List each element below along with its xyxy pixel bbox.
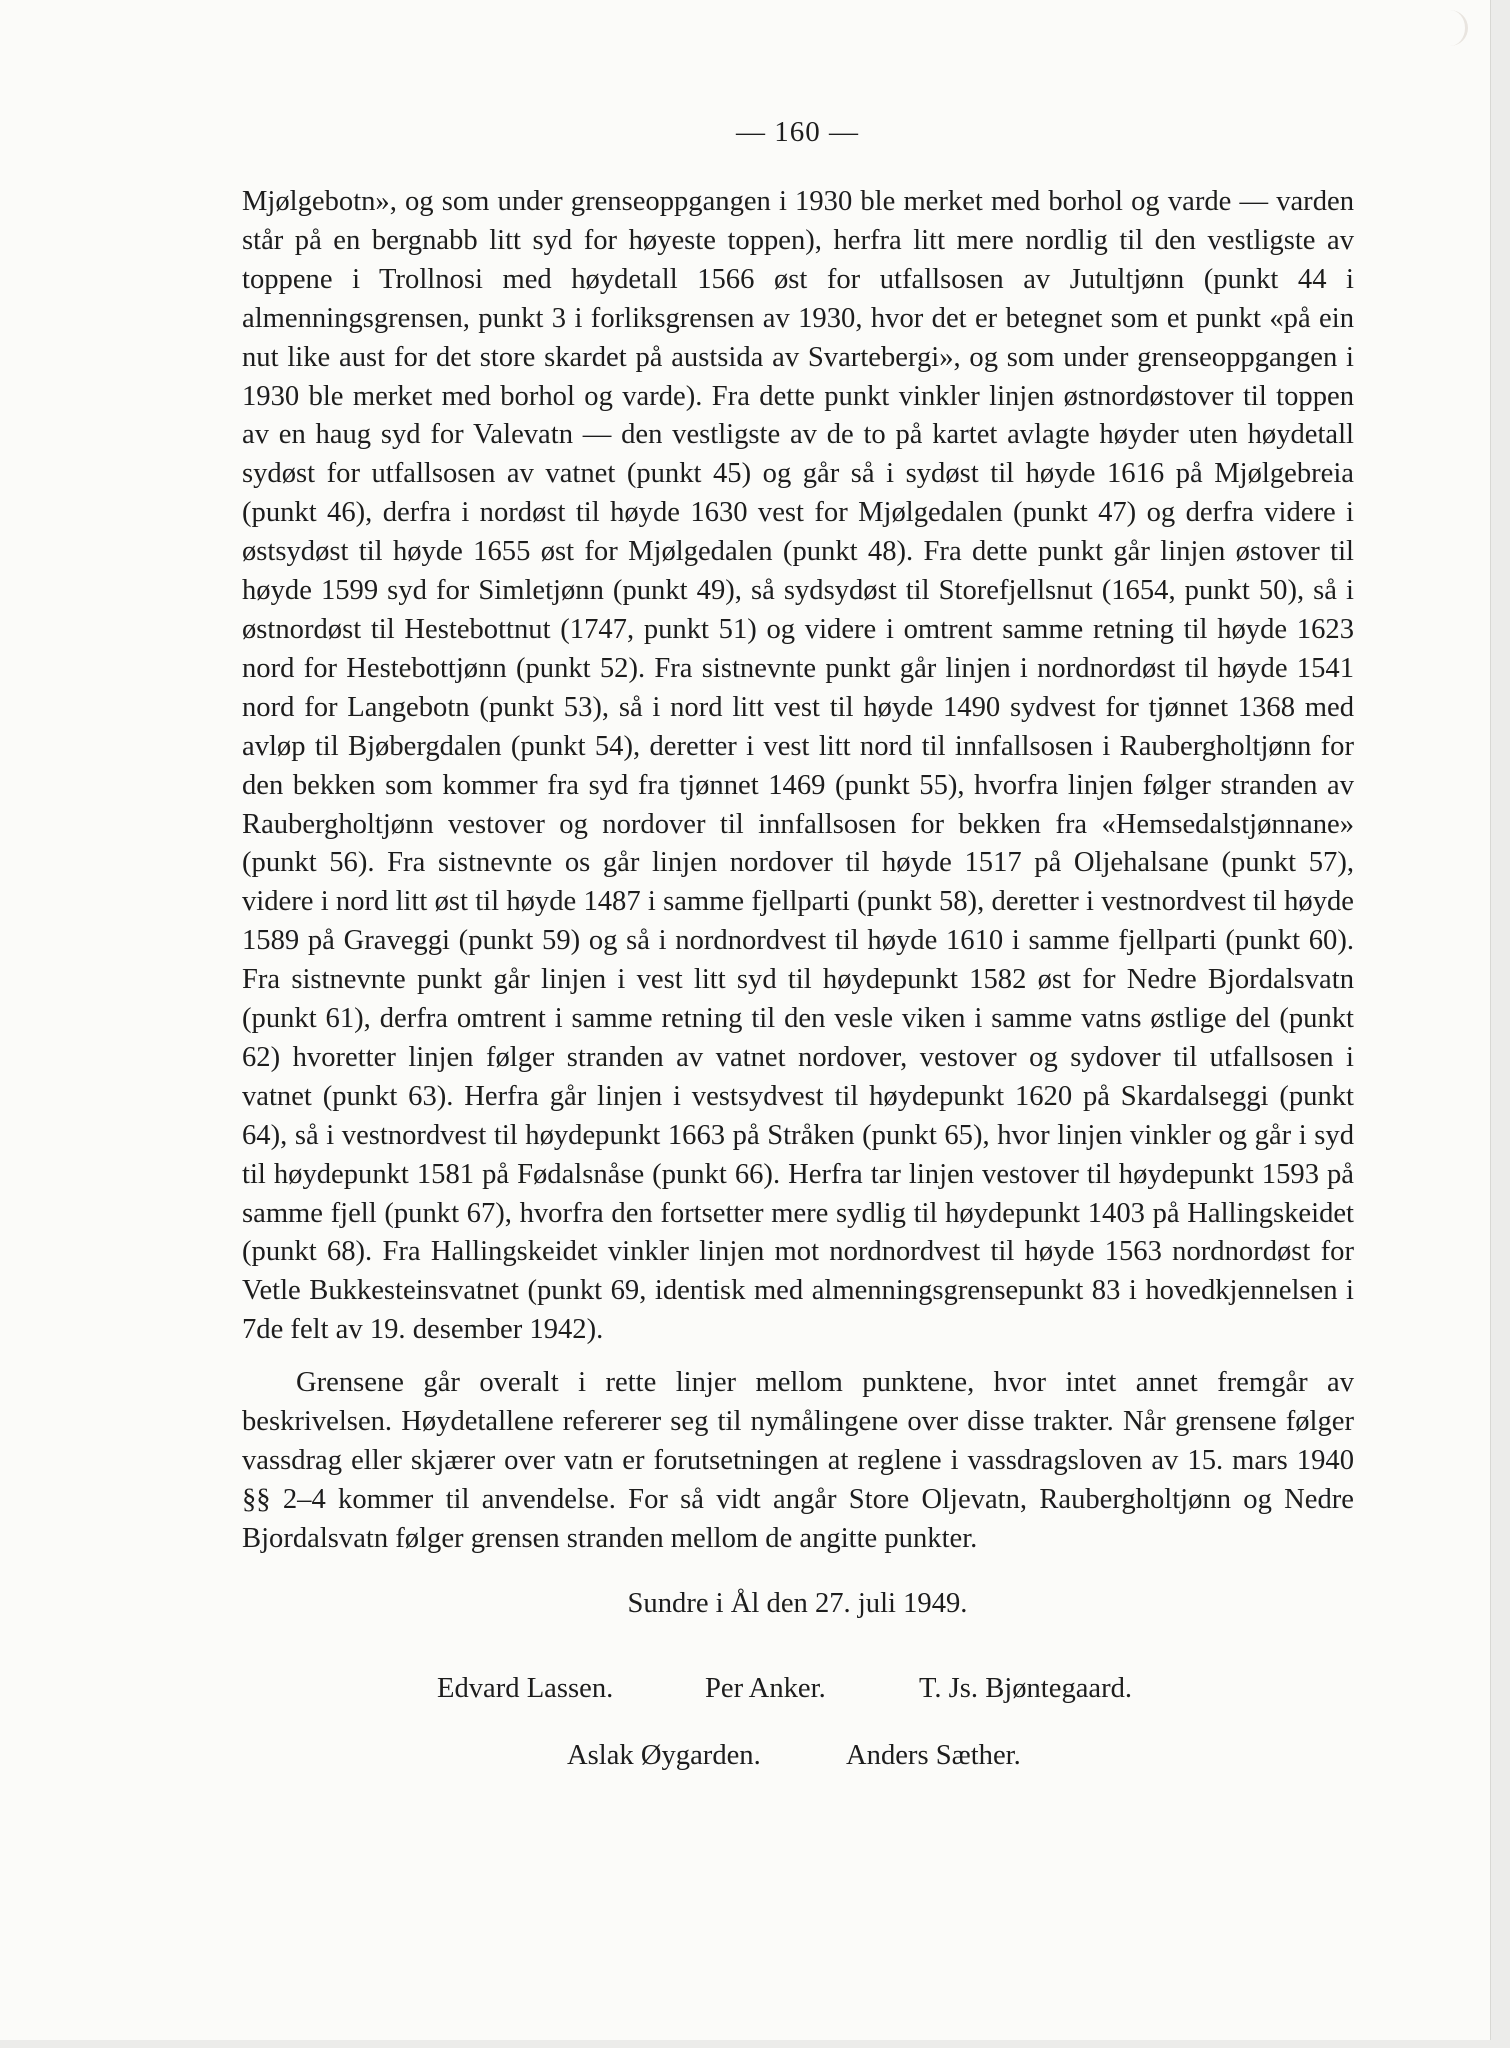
dateline: Sundre i Ål den 27. juli 1949. — [627, 1588, 968, 1619]
page-corner-mark — [1441, 10, 1468, 46]
signature-bjontegaard: T. Js. Bjøntegaard. — [919, 1673, 1133, 1704]
paragraph-2: Grensene går overalt i rette linjer mellom punktene, hvor intet annet fremgår av beskrivelsen. Høydetallene refererer seg til nymålingene over disse trakter. Når grensene følger vassdrag eller skjærer over vatn er forutsetningen at reglene i vassdragsloven av 15. mars 1940 §§ 2–4 kommer til anvendelse. For så vidt angår Store Oljevatn, Raubergholtjønn og Nedre Bjordalsvatn følger grensen stranden mellom de angitte punkter. — [242, 1367, 1354, 1554]
signature-per-anker: Per Anker. — [705, 1673, 826, 1704]
signature-edvard-lassen: Edvard Lassen. — [437, 1673, 614, 1704]
signature-aslak-oygarden: Aslak Øygarden. — [567, 1740, 761, 1771]
signature-anders-saether: Anders Sæther. — [846, 1740, 1021, 1771]
paragraph-1: Mjølgebotn», og som under grenseoppgangen i 1930 ble merket med borhol og varde — varden står på en bergnabb litt syd for høyeste toppen), herfra litt mere nordlig til den vestligste av toppene i Trollnosi med høydetall 1566 øst for utfallsosen av Jutultjønn (punkt 44 i almenningsgrensen, punkt 3 i forliksgrensen av 1930, hvor det er betegnet som et punkt «på ein nut like aust for det store skardet på austsida av Svartebergi», og som under grenseoppgangen i 1930 ble merket med borhol og varde). Fra dette punkt vinkler linjen østnordøstover til toppen av en haug syd for Valevatn — den vestligste av de to på kartet avlagte høyder uten høydetall sydøst for utfallsosen av vatnet (punkt 45) og går så i sydøst til høyde 1616 på Mjølgebreia (punkt 46), derfra i nordøst til høyde 1630 vest for Mjølgedalen (punkt 47) og derfra videre i østsydøst til høyde 1655 øst for Mjølgedalen (punkt 48). Fra dette punkt går linjen østover til høyde 1599 syd for Simletjønn (punkt 49), så sydsydøst til Storefjellsnut (1654, punkt 50), så i østnordøst til Hestebottnut (1747, punkt 51) og videre i omtrent samme retning til høyde 1623 nord for Hestebottjønn (punkt 52). Fra sistnevnte punkt går linjen i nordnordøst til høyde 1541 nord for Langebotn (punkt 53), så i nord litt vest til høyde 1490 sydvest for tjønnet 1368 med avløp til Bjøbergdalen (punkt 54), deretter i vest litt nord til innfallsosen i Raubergholtjønn for den bekken som kommer fra syd fra tjønnet 1469 (punkt 55), hvorfra linjen følger stranden av Raubergholtjønn vestover og nordover til innfallsosen for bekken fra «Hemsedalstjønnane» (punkt 56). Fra sistnevnte os går linjen nordover til høyde 1517 på Oljehalsane (punkt 57), videre i nord litt øst til høyde 1487 i samme fjellparti (punkt 58), deretter i vestnordvest til høyde 1589 på Graveggi (punkt 59) og så i nordnordvest til høyde 1610 i samme fjellparti (punkt 60). Fra sistnevnte punkt går linjen i vest litt syd til høydepunkt 1582 øst for Nedre Bjordalsvatn (punkt 61), derfra omtrent i samme retning til den vesle viken i samme vatns østlige del (punkt 62) hvoretter linjen følger stranden av vatnet nordover, vestover og sydover til utfallsosen i vatnet (punkt 63). Herfra går linjen i vestsydvest til høydepunkt 1620 på Skardalseggi (punkt 64), så i vestnordvest til høydepunkt 1663 på Stråken (punkt 65), hvor linjen vinkler og går i syd til høydepunkt 1581 på Fødalsnåse (punkt 66). Herfra tar linjen vestover til høydepunkt 1593 på samme fjell (punkt 67), hvorfra den fortsetter mere sydlig til høydepunkt 1403 på Hallingskeidet (punkt 68). Fra Hallingskeidet vinkler linjen mot nordnordvest til høyde 1563 nordnordøst for Vetle Bukkesteinsvatnet (punkt 69, identisk med almenningsgrensepunkt 83 i hovedkjennelsen i 7de felt av 19. desember 1942). — [242, 186, 1354, 1346]
body-text — [242, 183, 1354, 1559]
page-number: — 160 — — [736, 116, 859, 148]
